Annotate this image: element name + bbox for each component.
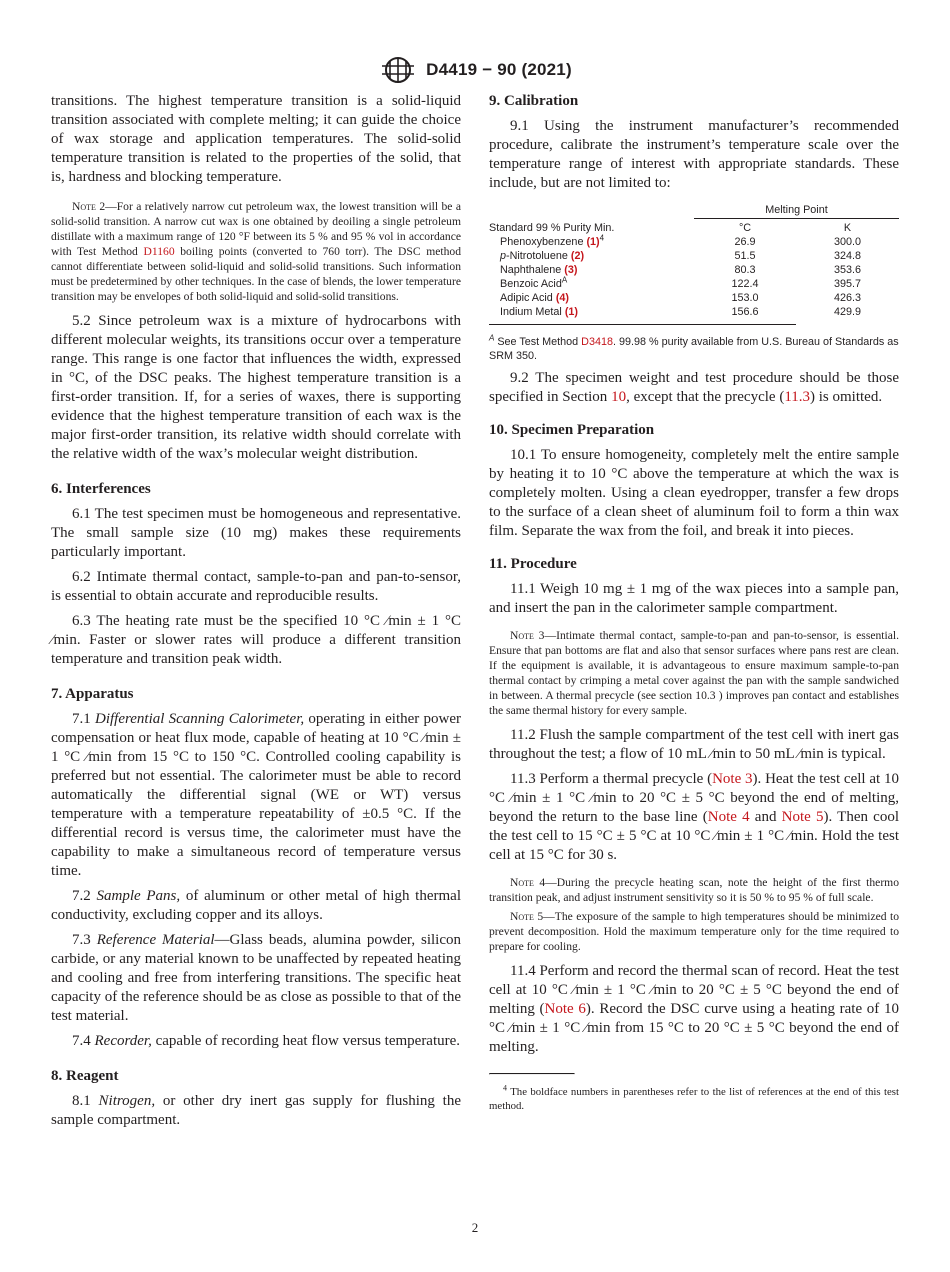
paragraph-8-1 bbox=[51, 1092, 461, 1130]
celsius-value: 156.6 bbox=[731, 306, 759, 318]
term: Differential Scanning Calorimeter, bbox=[94, 711, 305, 727]
paragraph-10-1: 10.1 To ensure homogeneity, completely melt the entire sample by heating it to 10 °C above the temperature at which the wax is completely molten. Using a clean eyedropper, transfer a few drops to the surface of a clean sheet of aluminum foil to form a thin wax film. Separate the wax from the foil, and break it into pieces. bbox=[489, 447, 899, 539]
note-label: Note 3 bbox=[510, 629, 545, 642]
kelvin-column-header: K bbox=[843, 222, 852, 234]
link-note-3[interactable]: Note 3 bbox=[712, 771, 753, 787]
reference-link[interactable]: (1) bbox=[586, 236, 600, 248]
paragraph-number: 8.1 bbox=[72, 1093, 99, 1109]
table-bottom-rule bbox=[489, 325, 899, 330]
standard-name bbox=[489, 305, 694, 325]
paragraph-number: 7.4 bbox=[72, 1033, 95, 1049]
cell-text: Phenoxybenzene bbox=[500, 236, 587, 248]
paragraph-9-1: 9.1 Using the instrument manufacturer’s recommended procedure, calibrate the instrument’s temperature scale over the temperature range of interest with appropriate standards. These include, but are not limited to: bbox=[489, 118, 899, 191]
table-group-header-row bbox=[489, 203, 899, 219]
paragraph-text: , except that the precycle ( bbox=[626, 389, 785, 405]
paragraph-5-1-continuation: transitions. The highest temperature transition is a solid-liquid transition associated with complete melting; it can guide the choice of wax storage and application temperatures. The solid-solid temperature transition is related to the properties of the solid, that is, hardness and blocking temperature. bbox=[51, 93, 461, 185]
table-row bbox=[489, 235, 899, 249]
term: Reference Material bbox=[96, 932, 215, 948]
paragraph-text: or other dry inert gas supply for flushing the sample compartment. bbox=[51, 1093, 462, 1128]
note-4 bbox=[489, 875, 899, 905]
page-number: 2 bbox=[471, 1220, 479, 1235]
table-row bbox=[489, 305, 899, 325]
footnote-ref: A bbox=[561, 275, 568, 285]
standard-column-header: Standard 99 % Purity Min. bbox=[489, 221, 615, 234]
paragraph-11-2: 11.2 Flush the sample compartment of the test cell with inert gas throughout the test; a flow of 10 mL ⁄min to 50 mL ⁄min is typical. bbox=[489, 727, 899, 762]
cell-text: Naphthalene bbox=[500, 264, 565, 276]
paragraph-7-4 bbox=[51, 1032, 461, 1051]
note-label: Note 2 bbox=[72, 200, 106, 213]
note-5 bbox=[489, 909, 899, 954]
paragraph-number: 7.2 bbox=[72, 888, 97, 904]
note-label: Note 4 bbox=[510, 876, 546, 889]
kelvin-value: 395.7 bbox=[833, 278, 862, 290]
paragraph-7-1 bbox=[51, 710, 461, 881]
link-note-6[interactable]: Note 6 bbox=[544, 1001, 586, 1017]
reference-link[interactable]: (2) bbox=[570, 250, 585, 262]
reference-link[interactable]: (4) bbox=[555, 292, 570, 304]
footnote-mark: A bbox=[489, 333, 495, 343]
standard-name bbox=[489, 249, 694, 263]
paragraph-text: capable of recording heat flow versus temperature. bbox=[151, 1033, 461, 1049]
paragraph-text: ). Heat the test cell at 10 °C ⁄min ± 1 °C ⁄min to 20 °C ± 5 °C beyond the end of melting, beyond the return to the base line ( bbox=[489, 771, 899, 825]
celsius-value: 26.9 bbox=[734, 236, 756, 248]
note-text: —The exposure of the sample to high temperatures should be minimized to prevent decomposition. Hold the maximum temperature only for the time required to prepare for cooling. bbox=[489, 910, 899, 953]
paragraph-5-2: 5.2 Since petroleum wax is a mixture of hydrocarbons with different molecular weights, its transitions occur over a temperature range. This range is one factor that influences the width, expressed in °C, of the DSC peaks. The highest temperature transition is a first-order transition. If, for a series of waxes, there is supporting evidence that the highest temperature transition of each wax is the major first-order transition, its relative width should correlate with the relative width of the wax’s molecular weight distribution. bbox=[51, 313, 461, 462]
section-heading-7: 7. Apparatus bbox=[51, 686, 134, 702]
paragraph-11-4 bbox=[489, 962, 899, 1057]
paragraph-text: ). Then cool the test cell to 15 °C ± 5 °C at 10 °C ⁄min ± 1 °C ⁄min. Hold the test cell at 15 °C for 30 s. bbox=[489, 809, 899, 863]
term: Sample Pans, bbox=[96, 888, 181, 904]
paragraph-text: operating in either power compensation or heat flux mode, capable of heating at 10 °C ⁄min ± 1 °C ⁄min from 15 °C to 150 °C. Controlled cooling capability is preferred but not essential. The calorimeter must be able to record automatically the differential signal (WE or WT) versus temperature with a temperature repeatability of ±0.5 °C. If the differential record is versus time, the calorimeter must have the capability to make a simultaneous record of temperature versus time. bbox=[51, 711, 461, 879]
paragraph-text: ). Record the DSC curve using a heating rate of 10 °C ⁄min ± 1 °C ⁄min from 15 °C to 20 °C ± 5 °C beyond the end of melting. bbox=[489, 1001, 899, 1055]
melting-point-header: Melting Point bbox=[694, 203, 899, 219]
note-label: Note 5 bbox=[510, 910, 544, 923]
section-heading-11: 11. Procedure bbox=[489, 556, 577, 572]
paragraph-7-2 bbox=[51, 887, 461, 925]
left-column bbox=[51, 92, 461, 1130]
kelvin-value: 300.0 bbox=[833, 236, 862, 248]
melting-point-table bbox=[489, 203, 899, 329]
link-section-11-3[interactable]: 11.3 bbox=[784, 389, 811, 405]
note-text: —For a relatively narrow cut petroleum wax, the lowest transition will be a solid-solid transition. A narrow cut wax is one obtained by deoiling a single petroleum distillate with a maximum range of 120 °F between its 5 % and 95 % vol in accordance with Test Method bbox=[51, 200, 461, 258]
standard-name bbox=[489, 263, 694, 277]
paragraph-11-3 bbox=[489, 770, 899, 865]
footnote-rule bbox=[489, 1073, 575, 1075]
paragraph-text: —Glass beads, alumina powder, silicon carbide, or any material known to be unaffected by repeated heating and cooling and free from interfering transitions. The specific heat capacity of the reference should be as close as possible to that of the test material. bbox=[51, 932, 462, 1024]
footnote-text: The boldface numbers in parentheses refer to the list of references at the end of this test method. bbox=[489, 1086, 899, 1112]
page-header bbox=[0, 55, 950, 85]
table-row bbox=[489, 277, 899, 291]
kelvin-value: 353.6 bbox=[833, 264, 862, 276]
footnote-ref: 4 bbox=[599, 233, 605, 243]
note-2 bbox=[51, 199, 461, 304]
section-heading-9: 9. Calibration bbox=[489, 93, 579, 109]
celsius-column-header: °C bbox=[738, 222, 752, 234]
paragraph-6-3: 6.3 The heating rate must be the specified 10 °C ⁄min ± 1 °C ⁄min. Faster or slower rates will produce a different transition temperature and transition peak width. bbox=[51, 613, 461, 667]
standard-designation: D4419 − 90 (2021) bbox=[426, 60, 572, 79]
link-d1160[interactable]: D1160 bbox=[143, 245, 175, 258]
section-heading-6: 6. Interferences bbox=[51, 481, 151, 497]
link-section-10[interactable]: 10 bbox=[611, 389, 627, 405]
standard-name bbox=[489, 291, 694, 305]
link-note-5[interactable]: Note 5 bbox=[781, 809, 824, 825]
paragraph-9-2 bbox=[489, 369, 899, 407]
paragraph-6-2: 6.2 Intimate thermal contact, sample-to-pan and pan-to-sensor, is essential to obtain accurate and reproducible results. bbox=[51, 569, 461, 604]
term: Recorder, bbox=[94, 1033, 152, 1049]
link-d3418[interactable]: D3418 bbox=[581, 336, 613, 348]
note-text: —During the precycle heating scan, note the height of the first thermo transition peak, and adjust instrument sensitivity so it is 50 % to 95 % of full scale. bbox=[489, 876, 899, 904]
paragraph-text: of aluminum or other metal of high thermal conductivity, excluding copper and its alloys. bbox=[51, 888, 462, 923]
note-3 bbox=[489, 628, 899, 718]
standard-name bbox=[489, 277, 694, 291]
celsius-value: 51.5 bbox=[734, 250, 756, 262]
celsius-value: 122.4 bbox=[731, 278, 759, 290]
celsius-value: 153.0 bbox=[731, 292, 759, 304]
paragraph-text: 11.4 Perform and record the thermal scan of record. Heat the test cell at 10 °C ⁄min ± 1 °C ⁄min to 20 °C ± 5 °C beyond the end of melting ( bbox=[489, 963, 899, 1017]
paragraph-number: 7.1 bbox=[72, 711, 95, 727]
paragraph-6-1: 6.1 The test specimen must be homogeneous and representative. The small sample size (10 mg) makes these requirements particularly important. bbox=[51, 506, 461, 560]
note-text: boiling points (converted to 760 torr). The DSC method cannot differentiate between solid-liquid and solid-solid transitions. Such information must be predetermined by other techniques. In the case of blends, the lower temperature transition may be envelopes of both solid-liquid and solid-solid transitions. bbox=[51, 245, 461, 303]
footnote-4 bbox=[489, 1085, 899, 1113]
cell-text: p bbox=[500, 250, 507, 262]
paragraph-text: 9.2 The specimen weight and test procedure should be those specified in Section bbox=[489, 370, 899, 405]
cell-text: Adipic Acid bbox=[500, 292, 556, 304]
table-row bbox=[489, 291, 899, 305]
paragraph-7-3 bbox=[51, 931, 461, 1026]
kelvin-value: 429.9 bbox=[833, 306, 862, 319]
cell-text: -Nitrotoluene bbox=[506, 250, 571, 262]
celsius-value: 80.3 bbox=[734, 264, 756, 276]
link-note-4[interactable]: Note 4 bbox=[707, 809, 750, 825]
section-heading-8: 8. Reagent bbox=[51, 1068, 119, 1084]
cell-text: Benzoic Acid bbox=[500, 278, 562, 290]
footnote-text: . 99.98 % purity available from U.S. Bureau of Standards as SRM 350. bbox=[489, 336, 899, 362]
term: Nitrogen, bbox=[98, 1093, 156, 1109]
kelvin-value: 426.3 bbox=[833, 292, 862, 304]
table-footnote bbox=[489, 335, 899, 363]
table-row bbox=[489, 249, 899, 263]
astm-logo bbox=[378, 55, 418, 85]
table-row bbox=[489, 263, 899, 277]
paragraph-number: 7.3 bbox=[72, 932, 97, 948]
reference-link[interactable]: (3) bbox=[564, 264, 578, 276]
paragraph-text: ) is omitted. bbox=[810, 389, 883, 405]
paragraph-text: and bbox=[749, 809, 782, 825]
table-header-row bbox=[489, 219, 899, 236]
paragraph-11-1: 11.1 Weigh 10 mg ± 1 mg of the wax pieces into a sample pan, and insert the pan in the calorimeter sample compartment. bbox=[489, 581, 899, 616]
reference-link[interactable]: (1) bbox=[564, 306, 579, 318]
kelvin-value: 324.8 bbox=[833, 250, 862, 262]
right-column bbox=[489, 92, 899, 1113]
footnote-text: See Test Method bbox=[494, 336, 582, 348]
section-heading-10: 10. Specimen Preparation bbox=[489, 422, 655, 438]
cell-text: Indium Metal bbox=[500, 306, 565, 318]
note-text: —Intimate thermal contact, sample-to-pan and pan-to-sensor, is essential. Ensure that pan bottoms are flat and also that sensor surfaces where pans rest are clean. If the equipment is available, it is advantageous to ensure maximum sample-to-pan thermal contact by crimping a metal cover against the pan with the sample sandwiched in between. A thermal precycle (see section 10.3 ) improves pan contact and establishes the same thermal history for every sample. bbox=[489, 629, 899, 717]
paragraph-text: 11.3 Perform a thermal precycle ( bbox=[510, 771, 713, 787]
standard-name bbox=[489, 235, 694, 249]
footnote-mark: 4 bbox=[503, 1083, 507, 1093]
